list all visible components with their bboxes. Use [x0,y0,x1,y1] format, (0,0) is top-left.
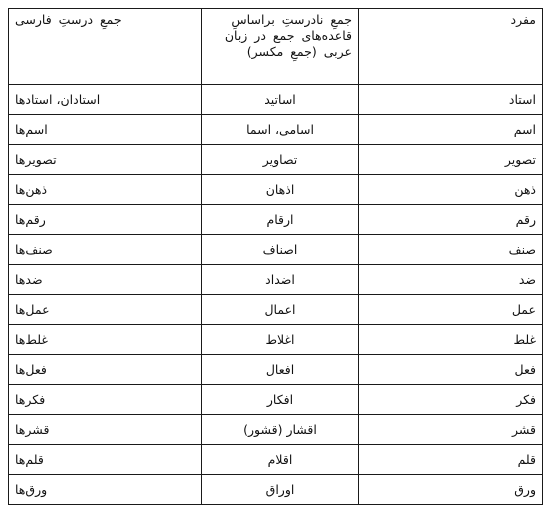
cell-persian-plural: ذهن‌ها [9,175,202,205]
cell-singular: فعل [359,355,543,385]
header-broken-plural: جمعِ نادرستِ براساسِ قاعده‌های جمع در زبان عربی (جمعِ مکسر) [202,9,359,85]
cell-persian-plural: ورق‌ها [9,475,202,505]
cell-persian-plural: صنف‌ها [9,235,202,265]
cell-persian-plural: قشرها [9,415,202,445]
cell-broken-plural: اسامی، اسما [202,115,359,145]
cell-persian-plural: عمل‌ها [9,295,202,325]
cell-singular: ورق [359,475,543,505]
header-row [9,9,543,85]
cell-singular: تصویر [359,145,543,175]
header-singular: مفرد [359,9,543,85]
cell-broken-plural: اضداد [202,265,359,295]
cell-broken-plural: اغلاط [202,325,359,355]
cell-persian-plural: اسم‌ها [9,115,202,145]
plural-forms-table [8,8,543,505]
header-persian-plural: جمعِ درستِ فارسی [9,9,202,85]
table-row [9,445,543,475]
cell-singular: ذهن [359,175,543,205]
cell-persian-plural: تصویرها [9,145,202,175]
cell-broken-plural: ارقام [202,205,359,235]
cell-singular: قلم [359,445,543,475]
cell-broken-plural: اساتید [202,85,359,115]
cell-persian-plural: استادان، استادها [9,85,202,115]
table-row [9,115,543,145]
table-row [9,295,543,325]
cell-broken-plural: اذهان [202,175,359,205]
table-row [9,415,543,445]
cell-persian-plural: رقم‌ها [9,205,202,235]
cell-singular: رقم [359,205,543,235]
table-row [9,145,543,175]
cell-singular: صنف [359,235,543,265]
cell-persian-plural: قلم‌ها [9,445,202,475]
table-row [9,355,543,385]
table-row [9,325,543,355]
cell-persian-plural: فعل‌ها [9,355,202,385]
cell-singular: استاد [359,85,543,115]
cell-broken-plural: اعمال [202,295,359,325]
table-row [9,475,543,505]
cell-persian-plural: غلط‌ها [9,325,202,355]
cell-broken-plural: افعال [202,355,359,385]
table-row [9,175,543,205]
table-row [9,385,543,415]
table-row [9,205,543,235]
cell-broken-plural: اوراق [202,475,359,505]
table-row [9,235,543,265]
cell-persian-plural: ضدها [9,265,202,295]
cell-singular: غلط [359,325,543,355]
cell-singular: اسم [359,115,543,145]
cell-broken-plural: افکار [202,385,359,415]
cell-singular: قشر [359,415,543,445]
cell-persian-plural: فکرها [9,385,202,415]
table-body [9,9,543,505]
table-row [9,85,543,115]
plural-forms-table-container [8,8,542,505]
cell-broken-plural: تصاویر [202,145,359,175]
cell-singular: عمل [359,295,543,325]
cell-singular: ضد [359,265,543,295]
cell-broken-plural: اقشار (قشور) [202,415,359,445]
cell-singular: فکر [359,385,543,415]
cell-broken-plural: اقلام [202,445,359,475]
cell-broken-plural: اصناف [202,235,359,265]
table-row [9,265,543,295]
